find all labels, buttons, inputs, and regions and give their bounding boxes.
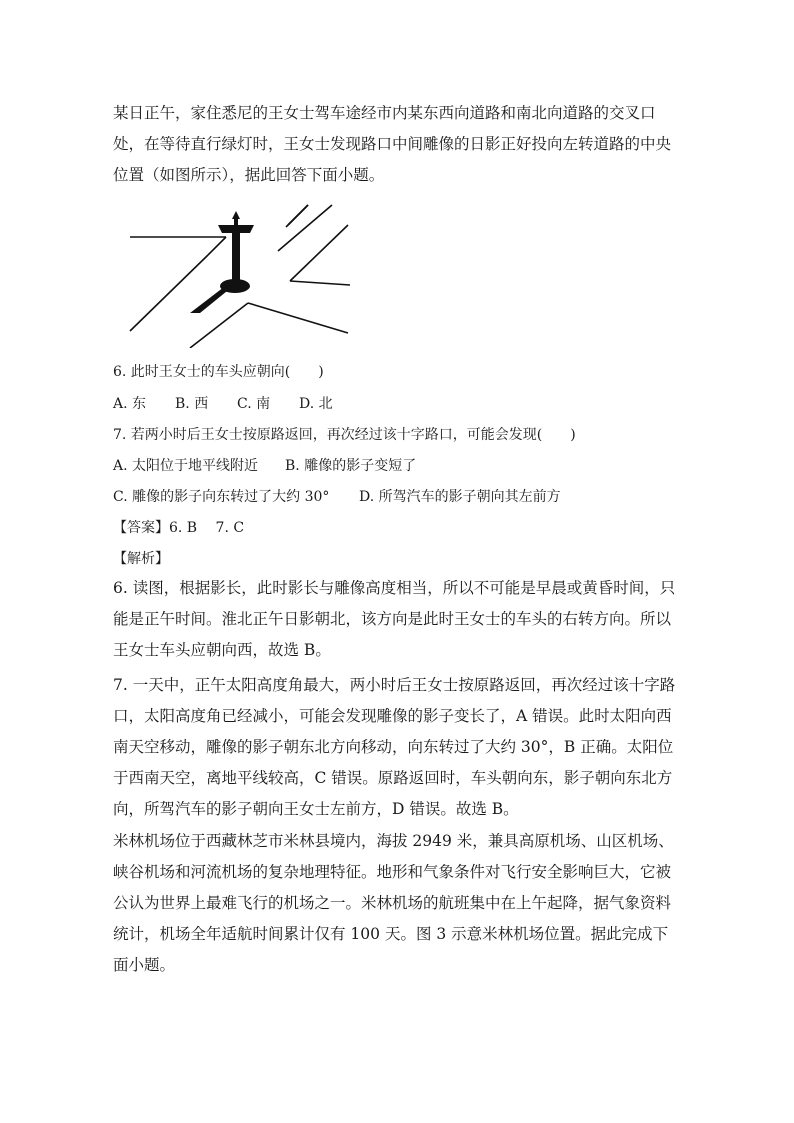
next-intro-paragraph: 米林机场位于西藏林芝市米林县境内，海拔 2949 米，兼具高原机场、山区机场、峡谷机场和河流机场的复杂地理特征。地形和气象条件对飞行安全影响巨大，它被公认为世界上最难飞行的机场之一。米林机场的航班集中在上午起降，据气象资料统计，机场全年适航时间累计仅有 100 天。图 3 示意米林机场位置。据此完成下面小题。: [113, 832, 674, 974]
q7-option-a[interactable]: A. 太阳位于地平线附近: [113, 458, 259, 474]
spacer: [286, 225, 288, 271]
question-6-options: [113, 394, 333, 414]
question-7-stem: 7. 若两小时后王女士按原路返回，再次经过该十字路口，可能会发现( ): [113, 427, 576, 443]
road-edge-ne: [288, 205, 308, 225]
q7-option-b[interactable]: B. 雕像的影子变短了: [285, 458, 417, 474]
answer-line: 【答案】6. B 7. C: [113, 520, 245, 536]
statue-crossbar: [218, 225, 254, 233]
q7-option-d[interactable]: D. 所驾汽车的影子朝向其左前方: [359, 489, 561, 505]
question-7-options-row2: [113, 487, 561, 507]
road-edge-ne-inner: [278, 205, 332, 251]
question-7-options-row1: [113, 456, 416, 476]
intro-paragraph: 某日正午，家住悉尼的王女士驾车途经市内某东西向道路和南北向道路的交叉口处，在等待直行绿灯时，王女士发现路口中间雕像的日影正好投向左转道路的中央位置（如图所示），据此回答下面小题。: [113, 104, 672, 184]
q6-option-d[interactable]: D. 北: [299, 396, 333, 412]
q6-option-c[interactable]: C. 南: [237, 396, 271, 412]
q6-option-b[interactable]: B. 西: [175, 396, 209, 412]
road-corner-upper-left: [208, 237, 226, 255]
intersection-diagram: [128, 203, 353, 348]
road-edge-lower-right: [248, 303, 348, 333]
analysis-q7: 7. 一天中，正午太阳高度角最大，两小时后王女士按原路返回，再次经过该十字路口，太阳高度角已经减小，可能会发现雕像的影子变长了，A 错误。此时太阳向西南天空移动，雕像的影子朝东北方向移动，向东转过了大约 30°，B 正确。太阳位于西南天空，离地平线较高，C 错误。原路返回时，车头朝向东，影子朝向东北方向，所驾汽车的影子朝向王女士左前方，D 错误。故选 B。: [113, 676, 676, 818]
question-6-stem: 6. 此时王女士的车头应朝向( ): [113, 364, 324, 380]
road-edge-upper-right-b: [286, 225, 288, 227]
statue-pillar: [232, 227, 240, 285]
intersection-statue-shadow-figure: [128, 203, 353, 348]
road-edge-left: [130, 255, 208, 331]
spacer3: [288, 225, 290, 281]
q7-option-c[interactable]: C. 雕像的影子向东转过了大约 30°: [113, 489, 330, 505]
analysis-label: 【解析】: [113, 551, 169, 567]
road-corner-right: [290, 281, 350, 285]
q6-option-a[interactable]: A. 东: [113, 396, 147, 412]
analysis-q6: 6. 读图，根据影长，此时影长与雕像高度相当，所以不可能是早晨或黄昏时间，只能是正午时间。淮北正午日影朝北，该方向是此时王女士的车头的右转方向。所以王女士车头应朝向西，故选 B。: [113, 579, 676, 659]
